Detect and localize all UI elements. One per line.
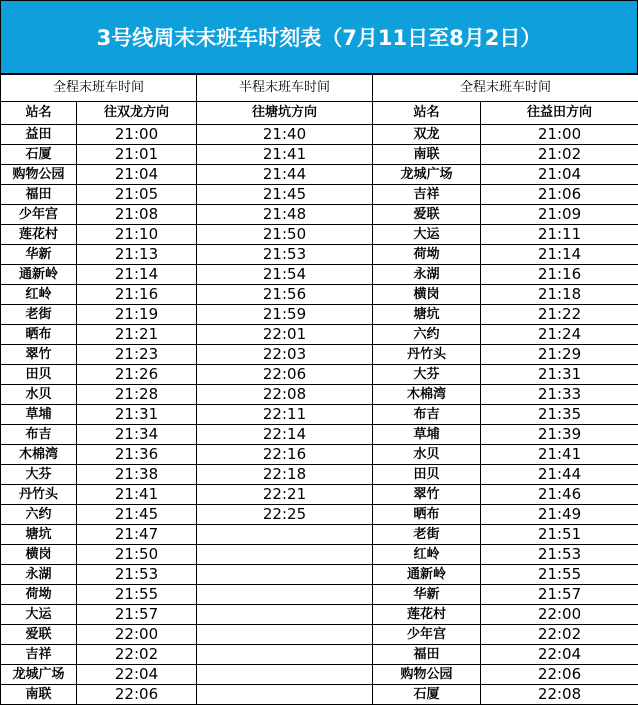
time-to-shuanglong: 21:50 — [77, 545, 197, 565]
station-name-right: 大运 — [373, 225, 481, 245]
time-to-yitian: 21:00 — [481, 125, 638, 145]
time-to-tangkeng: 22:08 — [197, 385, 373, 405]
time-to-tangkeng: 21:59 — [197, 305, 373, 325]
time-to-tangkeng: 22:25 — [197, 505, 373, 525]
time-to-shuanglong: 21:10 — [77, 225, 197, 245]
time-to-yitian: 21:04 — [481, 165, 638, 185]
time-to-yitian: 21:31 — [481, 365, 638, 385]
table-row — [1, 485, 638, 505]
time-to-yitian: 22:04 — [481, 645, 638, 665]
table-row — [1, 305, 638, 325]
time-to-yitian: 21:46 — [481, 485, 638, 505]
station-name-left: 横岗 — [1, 545, 77, 565]
table-row — [1, 645, 638, 665]
time-to-yitian: 21:29 — [481, 345, 638, 365]
station-name-right: 少年宫 — [373, 625, 481, 645]
time-to-shuanglong: 21:38 — [77, 465, 197, 485]
station-name-left: 木棉湾 — [1, 445, 77, 465]
time-to-tangkeng — [197, 605, 373, 625]
time-to-shuanglong: 21:23 — [77, 345, 197, 365]
station-name-left: 草埔 — [1, 405, 77, 425]
time-to-shuanglong: 21:08 — [77, 205, 197, 225]
station-name-left: 六约 — [1, 505, 77, 525]
time-to-shuanglong: 21:34 — [77, 425, 197, 445]
time-to-tangkeng — [197, 685, 373, 705]
table-row — [1, 445, 638, 465]
station-name-right: 吉祥 — [373, 185, 481, 205]
time-to-shuanglong: 21:05 — [77, 185, 197, 205]
station-name-left: 丹竹头 — [1, 485, 77, 505]
time-to-tangkeng: 22:11 — [197, 405, 373, 425]
table-row — [1, 245, 638, 265]
station-name-left: 田贝 — [1, 365, 77, 385]
station-name-right: 丹竹头 — [373, 345, 481, 365]
station-name-right: 通新岭 — [373, 565, 481, 585]
station-name-left: 荷坳 — [1, 585, 77, 605]
time-to-shuanglong: 22:00 — [77, 625, 197, 645]
station-name-right: 莲花村 — [373, 605, 481, 625]
time-to-yitian: 21:02 — [481, 145, 638, 165]
station-name-left: 塘坑 — [1, 525, 77, 545]
time-to-yitian: 22:06 — [481, 665, 638, 685]
time-to-yitian: 21:09 — [481, 205, 638, 225]
station-name-left: 永湖 — [1, 565, 77, 585]
page-title: 3号线周末末班车时刻表（7月11日至8月2日） — [0, 0, 638, 74]
table-row — [1, 405, 638, 425]
table-row — [1, 665, 638, 685]
table-row — [1, 165, 638, 185]
time-to-tangkeng: 21:41 — [197, 145, 373, 165]
time-to-tangkeng — [197, 525, 373, 545]
table-row — [1, 565, 638, 585]
table-row — [1, 125, 638, 145]
time-to-tangkeng: 21:40 — [197, 125, 373, 145]
group-full-right: 全程末班车时间 — [373, 75, 638, 102]
time-to-yitian: 22:00 — [481, 605, 638, 625]
station-name-left: 莲花村 — [1, 225, 77, 245]
time-to-yitian: 21:53 — [481, 545, 638, 565]
time-to-shuanglong: 22:02 — [77, 645, 197, 665]
time-to-shuanglong: 21:16 — [77, 285, 197, 305]
col-dir-shuanglong: 往双龙方向 — [77, 102, 197, 125]
time-to-yitian: 21:55 — [481, 565, 638, 585]
time-to-shuanglong: 21:13 — [77, 245, 197, 265]
station-name-right: 布吉 — [373, 405, 481, 425]
table-row — [1, 625, 638, 645]
table-row — [1, 505, 638, 525]
time-to-tangkeng: 22:01 — [197, 325, 373, 345]
time-to-shuanglong: 21:04 — [77, 165, 197, 185]
station-name-left: 晒布 — [1, 325, 77, 345]
station-name-right: 红岭 — [373, 545, 481, 565]
time-to-shuanglong: 21:41 — [77, 485, 197, 505]
station-name-left: 老街 — [1, 305, 77, 325]
station-name-left: 石厦 — [1, 145, 77, 165]
station-name-right: 购物公园 — [373, 665, 481, 685]
time-to-yitian: 21:06 — [481, 185, 638, 205]
station-name-right: 石厦 — [373, 685, 481, 705]
table-row — [1, 285, 638, 305]
station-name-right: 龙城广场 — [373, 165, 481, 185]
table-row — [1, 585, 638, 605]
station-name-left: 购物公园 — [1, 165, 77, 185]
station-name-right: 横岗 — [373, 285, 481, 305]
table-row — [1, 345, 638, 365]
station-name-right: 晒布 — [373, 505, 481, 525]
table-row — [1, 225, 638, 245]
station-name-right: 六约 — [373, 325, 481, 345]
time-to-yitian: 21:39 — [481, 425, 638, 445]
time-to-yitian: 21:14 — [481, 245, 638, 265]
time-to-tangkeng: 21:45 — [197, 185, 373, 205]
time-to-shuanglong: 21:26 — [77, 365, 197, 385]
time-to-yitian: 21:11 — [481, 225, 638, 245]
time-to-tangkeng — [197, 545, 373, 565]
group-full-left: 全程末班车时间 — [1, 75, 197, 102]
time-to-shuanglong: 22:04 — [77, 665, 197, 685]
time-to-shuanglong: 21:00 — [77, 125, 197, 145]
station-name-right: 南联 — [373, 145, 481, 165]
time-to-tangkeng: 21:48 — [197, 205, 373, 225]
station-name-right: 田贝 — [373, 465, 481, 485]
station-name-right: 塘坑 — [373, 305, 481, 325]
station-name-left: 大芬 — [1, 465, 77, 485]
time-to-tangkeng — [197, 645, 373, 665]
time-to-shuanglong: 21:45 — [77, 505, 197, 525]
time-to-shuanglong: 21:01 — [77, 145, 197, 165]
time-to-tangkeng — [197, 665, 373, 685]
col-dir-tangkeng: 往塘坑方向 — [197, 102, 373, 125]
station-name-right: 木棉湾 — [373, 385, 481, 405]
station-name-right: 水贝 — [373, 445, 481, 465]
time-to-yitian: 21:24 — [481, 325, 638, 345]
time-to-shuanglong: 22:06 — [77, 685, 197, 705]
station-name-left: 南联 — [1, 685, 77, 705]
time-to-yitian: 21:57 — [481, 585, 638, 605]
time-to-tangkeng: 22:14 — [197, 425, 373, 445]
station-name-left: 龙城广场 — [1, 665, 77, 685]
table-row — [1, 325, 638, 345]
time-to-tangkeng — [197, 565, 373, 585]
time-to-shuanglong: 21:31 — [77, 405, 197, 425]
time-to-yitian: 21:22 — [481, 305, 638, 325]
station-name-left: 爱联 — [1, 625, 77, 645]
time-to-tangkeng: 21:56 — [197, 285, 373, 305]
col-dir-yitian: 往益田方向 — [481, 102, 638, 125]
station-name-right: 福田 — [373, 645, 481, 665]
station-name-left: 福田 — [1, 185, 77, 205]
time-to-yitian: 21:51 — [481, 525, 638, 545]
time-to-yitian: 22:02 — [481, 625, 638, 645]
time-to-shuanglong: 21:28 — [77, 385, 197, 405]
timetable — [0, 74, 638, 705]
station-name-right: 草埔 — [373, 425, 481, 445]
table-row — [1, 385, 638, 405]
time-to-tangkeng: 21:53 — [197, 245, 373, 265]
time-to-yitian: 21:41 — [481, 445, 638, 465]
table-row — [1, 605, 638, 625]
time-to-shuanglong: 21:53 — [77, 565, 197, 585]
time-to-shuanglong: 21:57 — [77, 605, 197, 625]
table-row — [1, 465, 638, 485]
station-name-left: 红岭 — [1, 285, 77, 305]
station-name-right: 荷坳 — [373, 245, 481, 265]
time-to-tangkeng: 21:44 — [197, 165, 373, 185]
station-name-right: 华新 — [373, 585, 481, 605]
station-name-left: 益田 — [1, 125, 77, 145]
time-to-tangkeng: 22:06 — [197, 365, 373, 385]
station-name-left: 吉祥 — [1, 645, 77, 665]
time-to-tangkeng: 22:16 — [197, 445, 373, 465]
time-to-tangkeng: 22:18 — [197, 465, 373, 485]
station-name-left: 大运 — [1, 605, 77, 625]
time-to-shuanglong: 21:47 — [77, 525, 197, 545]
time-to-tangkeng — [197, 625, 373, 645]
table-row — [1, 265, 638, 285]
time-to-yitian: 21:49 — [481, 505, 638, 525]
col-station-right: 站名 — [373, 102, 481, 125]
station-name-right: 双龙 — [373, 125, 481, 145]
station-name-right: 翠竹 — [373, 485, 481, 505]
table-row — [1, 185, 638, 205]
station-name-left: 布吉 — [1, 425, 77, 445]
table-row — [1, 205, 638, 225]
table-row — [1, 685, 638, 705]
station-name-right: 老街 — [373, 525, 481, 545]
time-to-tangkeng: 21:50 — [197, 225, 373, 245]
time-to-yitian: 21:16 — [481, 265, 638, 285]
station-name-right: 大芬 — [373, 365, 481, 385]
station-name-left: 少年宫 — [1, 205, 77, 225]
time-to-yitian: 21:35 — [481, 405, 638, 425]
time-to-shuanglong: 21:19 — [77, 305, 197, 325]
time-to-yitian: 22:08 — [481, 685, 638, 705]
time-to-shuanglong: 21:21 — [77, 325, 197, 345]
station-name-left: 通新岭 — [1, 265, 77, 285]
table-row — [1, 545, 638, 565]
station-name-left: 翠竹 — [1, 345, 77, 365]
table-row — [1, 145, 638, 165]
time-to-shuanglong: 21:14 — [77, 265, 197, 285]
time-to-tangkeng — [197, 585, 373, 605]
time-to-tangkeng: 22:21 — [197, 485, 373, 505]
time-to-yitian: 21:18 — [481, 285, 638, 305]
table-row — [1, 425, 638, 445]
station-name-left: 水贝 — [1, 385, 77, 405]
time-to-tangkeng: 21:54 — [197, 265, 373, 285]
col-station-left: 站名 — [1, 102, 77, 125]
table-row — [1, 525, 638, 545]
column-header-row — [1, 102, 638, 125]
time-to-yitian: 21:33 — [481, 385, 638, 405]
time-to-yitian: 21:44 — [481, 465, 638, 485]
group-half: 半程末班车时间 — [197, 75, 373, 102]
station-name-right: 永湖 — [373, 265, 481, 285]
group-header-row — [1, 75, 638, 102]
time-to-shuanglong: 21:36 — [77, 445, 197, 465]
station-name-right: 爱联 — [373, 205, 481, 225]
time-to-shuanglong: 21:55 — [77, 585, 197, 605]
station-name-left: 华新 — [1, 245, 77, 265]
time-to-tangkeng: 22:03 — [197, 345, 373, 365]
table-row — [1, 365, 638, 385]
